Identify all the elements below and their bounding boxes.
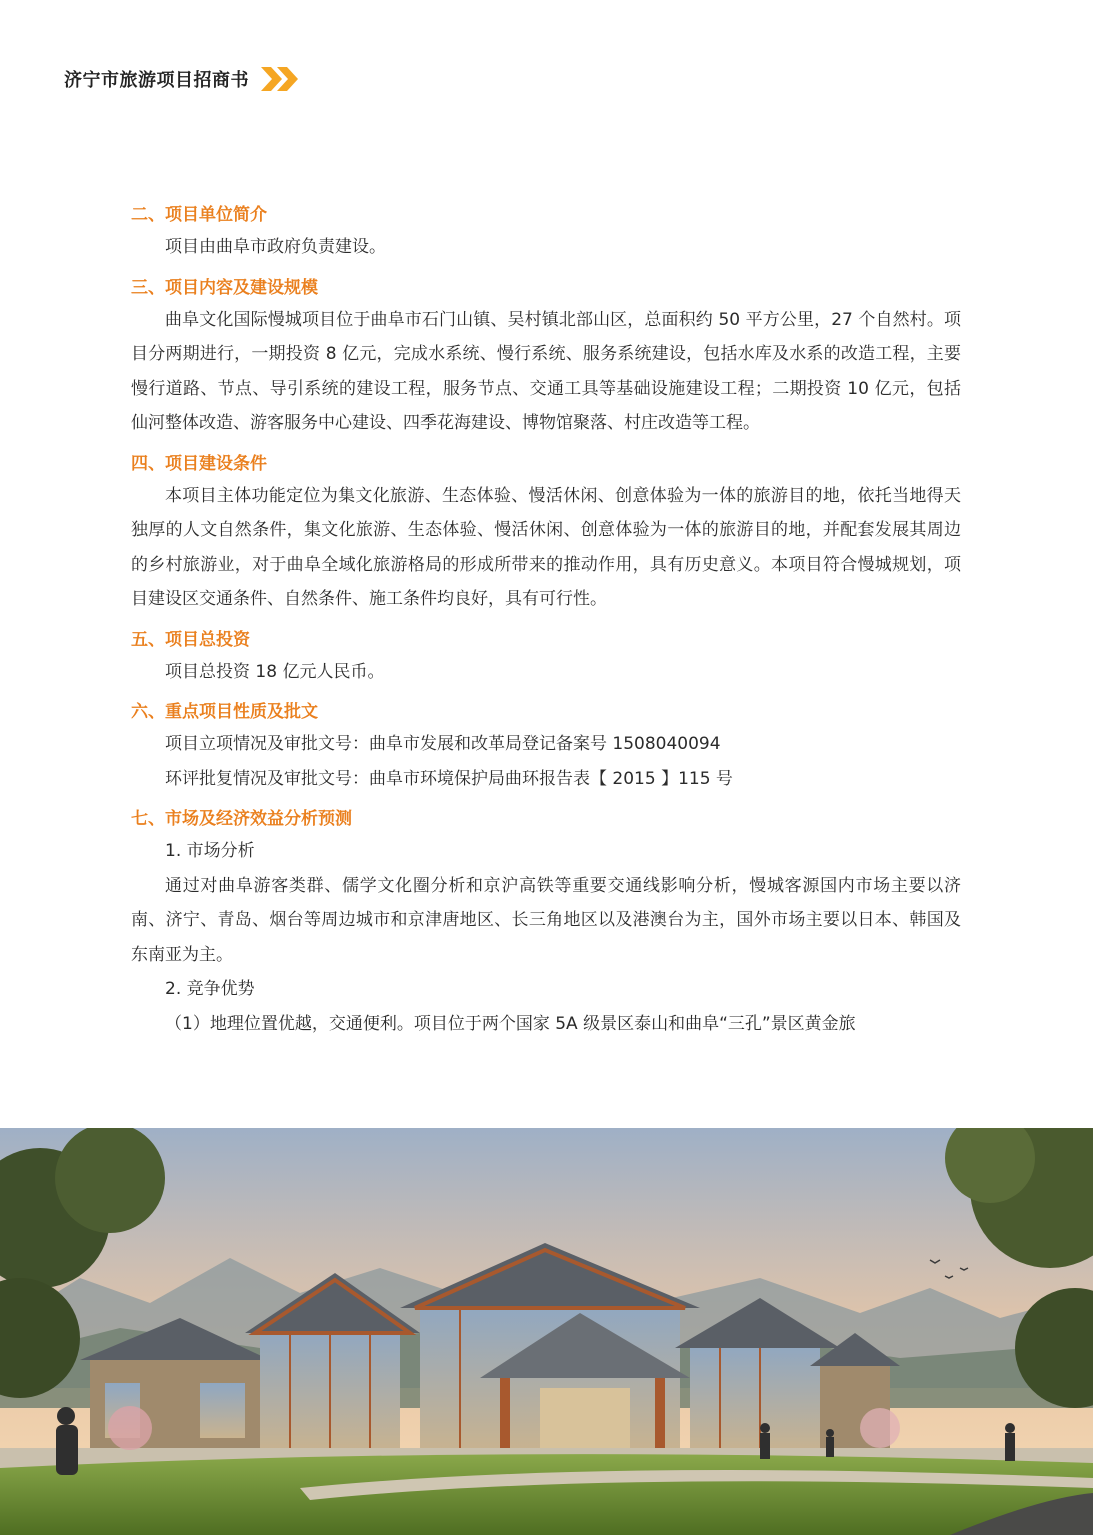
document-body xyxy=(131,200,961,1041)
section-paragraph: 本项目主体功能定位为集文化旅游、生态体验、慢活休闲、创意体验为一体的旅游目的地，依托当地得天独厚的人文自然条件，集文化旅游、生态体验、慢活休闲、创意体验为一体的旅游目的地，并配套发展其周边的乡村旅游业，对于曲阜全域化旅游格局的形成所带来的推动作用，具有历史意义。本项目符合慢城规划，项目建设区交通条件、自然条件、施工条件均良好，具有可行性。 xyxy=(131,485,961,609)
section-paragraph: （1）地理位置优越，交通便利。项目位于两个国家 5A 级景区泰山和曲阜“三孔”景区黄金旅 xyxy=(165,1013,856,1034)
section-paragraph: 曲阜文化国际慢城项目位于曲阜市石门山镇、吴村镇北部山区，总面积约 50 平方公里，27 个自然村。项目分两期进行，一期投资 8 亿元，完成水系统、慢行系统、服务系统建设，包括水库及水系的改造工程，主要慢行道路、节点、导引系统的建设工程，服务节点、交通工具等基础设施建设工程；二期投资 10 亿元，包括仙河整体改造、游客服务中心建设、四季花海建设、博物馆聚落、村庄改造等工程。 xyxy=(131,309,961,433)
section-paragraph: 项目总投资 18 亿元人民币。 xyxy=(165,661,385,682)
rendering-illustration xyxy=(0,1128,1093,1535)
section-title-unit-intro: 二、项目单位简介 xyxy=(131,205,267,225)
subsection-title-market: 1. 市场分析 xyxy=(165,841,255,861)
approval-line: 项目立项情况及审批文号：曲阜市发展和改革局登记备案号 1508040094 xyxy=(165,734,721,754)
section-title-approvals: 六、重点项目性质及批文 xyxy=(131,702,318,722)
section-title-content-scale: 三、项目内容及建设规模 xyxy=(131,277,318,298)
section-title-construction-conditions: 四、项目建设条件 xyxy=(131,453,267,474)
section-paragraph: 通过对曲阜游客类群、儒学文化圈分析和京沪高铁等重要交通线影响分析，慢城客源国内市场主要以济南、济宁、青岛、烟台等周边城市和京津唐地区、长三角地区以及港澳台为主，国外市场主要以日本、韩国及东南亚为主。 xyxy=(131,875,961,965)
page-header xyxy=(64,66,301,92)
section-title-market-analysis: 七、市场及经济效益分析预测 xyxy=(131,809,352,829)
building-rendering-image xyxy=(0,1128,1093,1535)
approval-line: 环评批复情况及审批文号：曲阜市环境保护局曲环报告表【 2015 】115 号 xyxy=(165,768,733,789)
brochure-title: 济宁市旅游项目招商书 xyxy=(64,70,249,91)
double-chevron-icon xyxy=(259,66,301,92)
subsection-title-advantages: 2. 竞争优势 xyxy=(165,979,255,999)
section-paragraph: 项目由曲阜市政府负责建设。 xyxy=(165,237,386,257)
section-title-total-investment: 五、项目总投资 xyxy=(131,629,250,650)
